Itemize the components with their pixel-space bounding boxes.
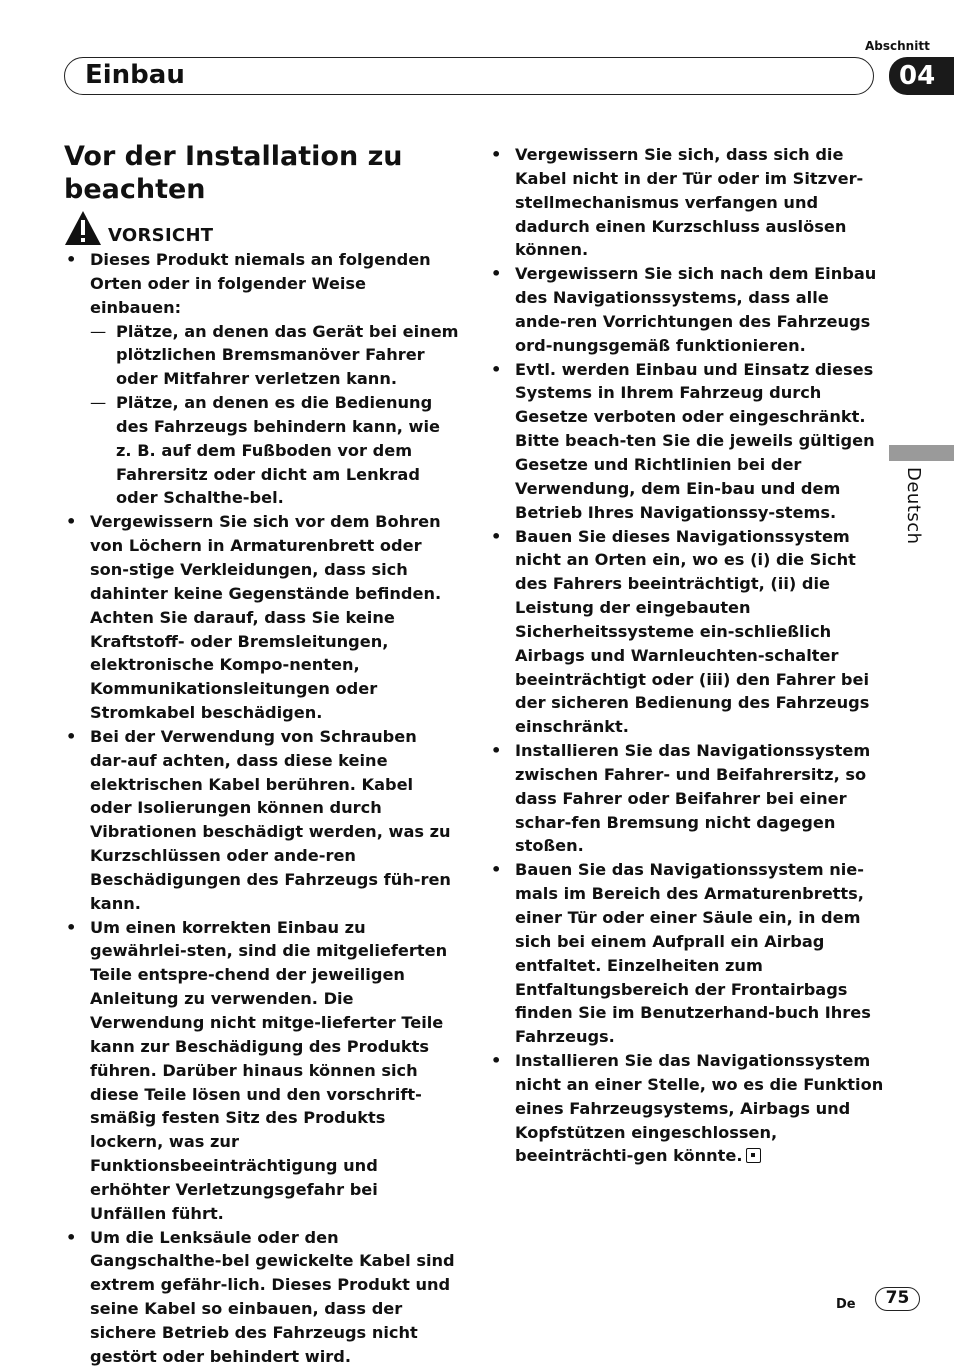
bullet-marker: • [491,741,502,761]
list-item-text: Um einen korrekten Einbau zu gewährlei-sten, sind die mitgelieferten Teile entspre-chend der jeweiligen Anleitung zu verwenden. Die Verwendung nicht mitge-lieferter Teile kann zur Beschädigung des Produkts führen. Darüber hinaus können sich diese Teile lösen und den vorschrift-smäßig festen Sitz des Produkts lockern, was zur Funktionsbeeinträchtigung und erhöhter Verletzungsgefahr bei Unfällen führt. [90,917,448,1223]
bullet-marker: • [491,860,502,880]
left-column [64,248,459,1369]
language-tab-marker [889,445,954,461]
list-item-text: Bei der Verwendung von Schrauben dar-auf achten, dass diese keine elektrischen Kabel berühren. Kabel oder Isolierungen können durch Vibrationen beschädigt werden, was zu Kurzschlüssen oder ande-ren Beschädigungen des Fahrzeugs füh-ren kann. [90,726,451,913]
bullet-marker: • [66,1227,77,1247]
sub-list-item [90,320,459,392]
list-item-text: Vergewissern Sie sich nach dem Einbau des Navigationssystems, dass alle ande-ren Vorrichtungen des Fahrzeugs ord-nungsgemäß funktionieren. [515,264,877,355]
abschnitt-label: Abschnitt [865,39,930,53]
list-item [489,858,884,1049]
page-number: 75 [875,1287,920,1311]
list-item-text: Bauen Sie dieses Navigationssystem nicht an Orten ein, wo es (i) die Sicht des Fahrers beeinträchtigt, (ii) die Leistung der eingebauten Sicherheitssysteme ein-schließlich Airbags und Warnleuchten-schalter beeinträchtigt oder (iii) den Fahrer bei der sicheren Bedienung des Fahrzeugs einschränkt. [515,526,870,737]
right-column [489,143,884,1168]
footer-language-code: De [836,1297,856,1312]
bullet-marker: • [491,145,502,164]
chapter-title: Einbau [85,60,185,90]
sub-list-item-text: Plätze, an denen es die Bedienung des Fahrzeugs behindern kann, wie z. B. auf dem Fußboden vor dem Fahrersitz oder dicht am Lenkrad oder Schalthe-bel. [116,393,441,508]
caution-title: VORSICHT [108,225,214,246]
warning-triangle-icon [64,210,102,246]
bullet-marker: • [491,1051,502,1071]
bullet-marker: • [491,264,502,284]
list-item-text: Dieses Produkt niemals an folgenden Orten oder in folgender Weise einbauen: [90,250,431,317]
list-item [64,510,459,725]
list-item [64,725,459,916]
caution-heading [64,210,484,250]
list-item [489,262,884,357]
end-of-section-icon [746,1148,761,1163]
dash-marker: — [90,321,107,341]
list-item [489,358,884,525]
bullet-marker: • [491,526,502,546]
list-item-text: Evtl. werden Einbau und Einsatz dieses Systems in Ihrem Fahrzeug durch Gesetze verboten oder eingeschränkt. Bitte beach-ten Sie die jeweils gültigen Gesetze und Richtlinien bei der Verwendung, dem Ein-bau und dem Betrieb Ihres Navigationssy-stems. [515,359,875,522]
list-item [64,916,459,1226]
list-item [64,248,459,510]
list-item-text: Installieren Sie das Navigationssystem zwischen Fahrer- und Beifahrersitz, so dass Fahrer oder Beifahrer bei einer schar-fen Bremsung nicht dagegen stoßen. [515,741,871,856]
list-item-text: Um die Lenksäule oder den Gangschalthe-bel gewickelte Kabel sind extrem gefähr-lich. Dieses Produkt und seine Kabel so einbauen, dass der sichere Betrieb des Fahrzeugs nicht gestört oder behindert wird. [90,1227,455,1366]
list-item [489,525,884,740]
bullet-marker: • [66,726,77,746]
bullet-marker: • [491,359,502,379]
chapter-header-bar [64,57,874,95]
list-item [489,143,884,262]
section-number-badge: 04 [889,57,954,95]
list-item-text: Vergewissern Sie sich vor dem Bohren von Löchern in Armaturenbrett oder son-stige Verkleidungen, dass sich dahinter keine Gegenstände befinden. Achten Sie darauf, dass Sie keine Kraftstoff- oder Bremsleitungen, elektronische Kompo-nenten, Kommunikationsleitungen oder Stromkabel beschädigen. [90,512,442,723]
list-item [489,739,884,858]
list-item-text: Bauen Sie das Navigationssystem nie-mals im Bereich des Armaturenbretts, einer Tür oder einer Säule ein, in dem sich bei einem Aufprall ein Airbag entfaltet. Einzelheiten zum Entfaltungsbereich der Frontairbags finden Sie im Benutzerhand-buch Ihres Fahrzeugs. [515,860,871,1047]
bullet-marker: • [66,250,77,269]
sub-list-item [90,391,459,510]
bullet-marker: • [66,512,77,532]
bullet-marker: • [66,917,77,937]
page-title: Vor der Installation zu beachten [64,141,403,205]
list-item [489,1049,884,1168]
list-item-text: Installieren Sie das Navigationssystem nicht an einer Stelle, wo es die Funktion eines Fahrzeugsystems, Airbags und Kopfstützen eingeschlossen, beeinträchti-gen könnte. [515,1051,884,1166]
dash-marker: — [90,393,107,413]
sub-list-item-text: Plätze, an denen das Gerät bei einem plötzlichen Bremsmanöver Fahrer oder Mitfahrer verletzen kann. [116,321,459,389]
list-item [64,1226,459,1369]
language-label: Deutsch [903,467,924,545]
list-item-text: Vergewissern Sie sich, dass sich die Kabel nicht in der Tür oder im Sitzver-stellmechanismus verfangen und dadurch einen Kurzschluss auslösen können. [515,145,864,260]
